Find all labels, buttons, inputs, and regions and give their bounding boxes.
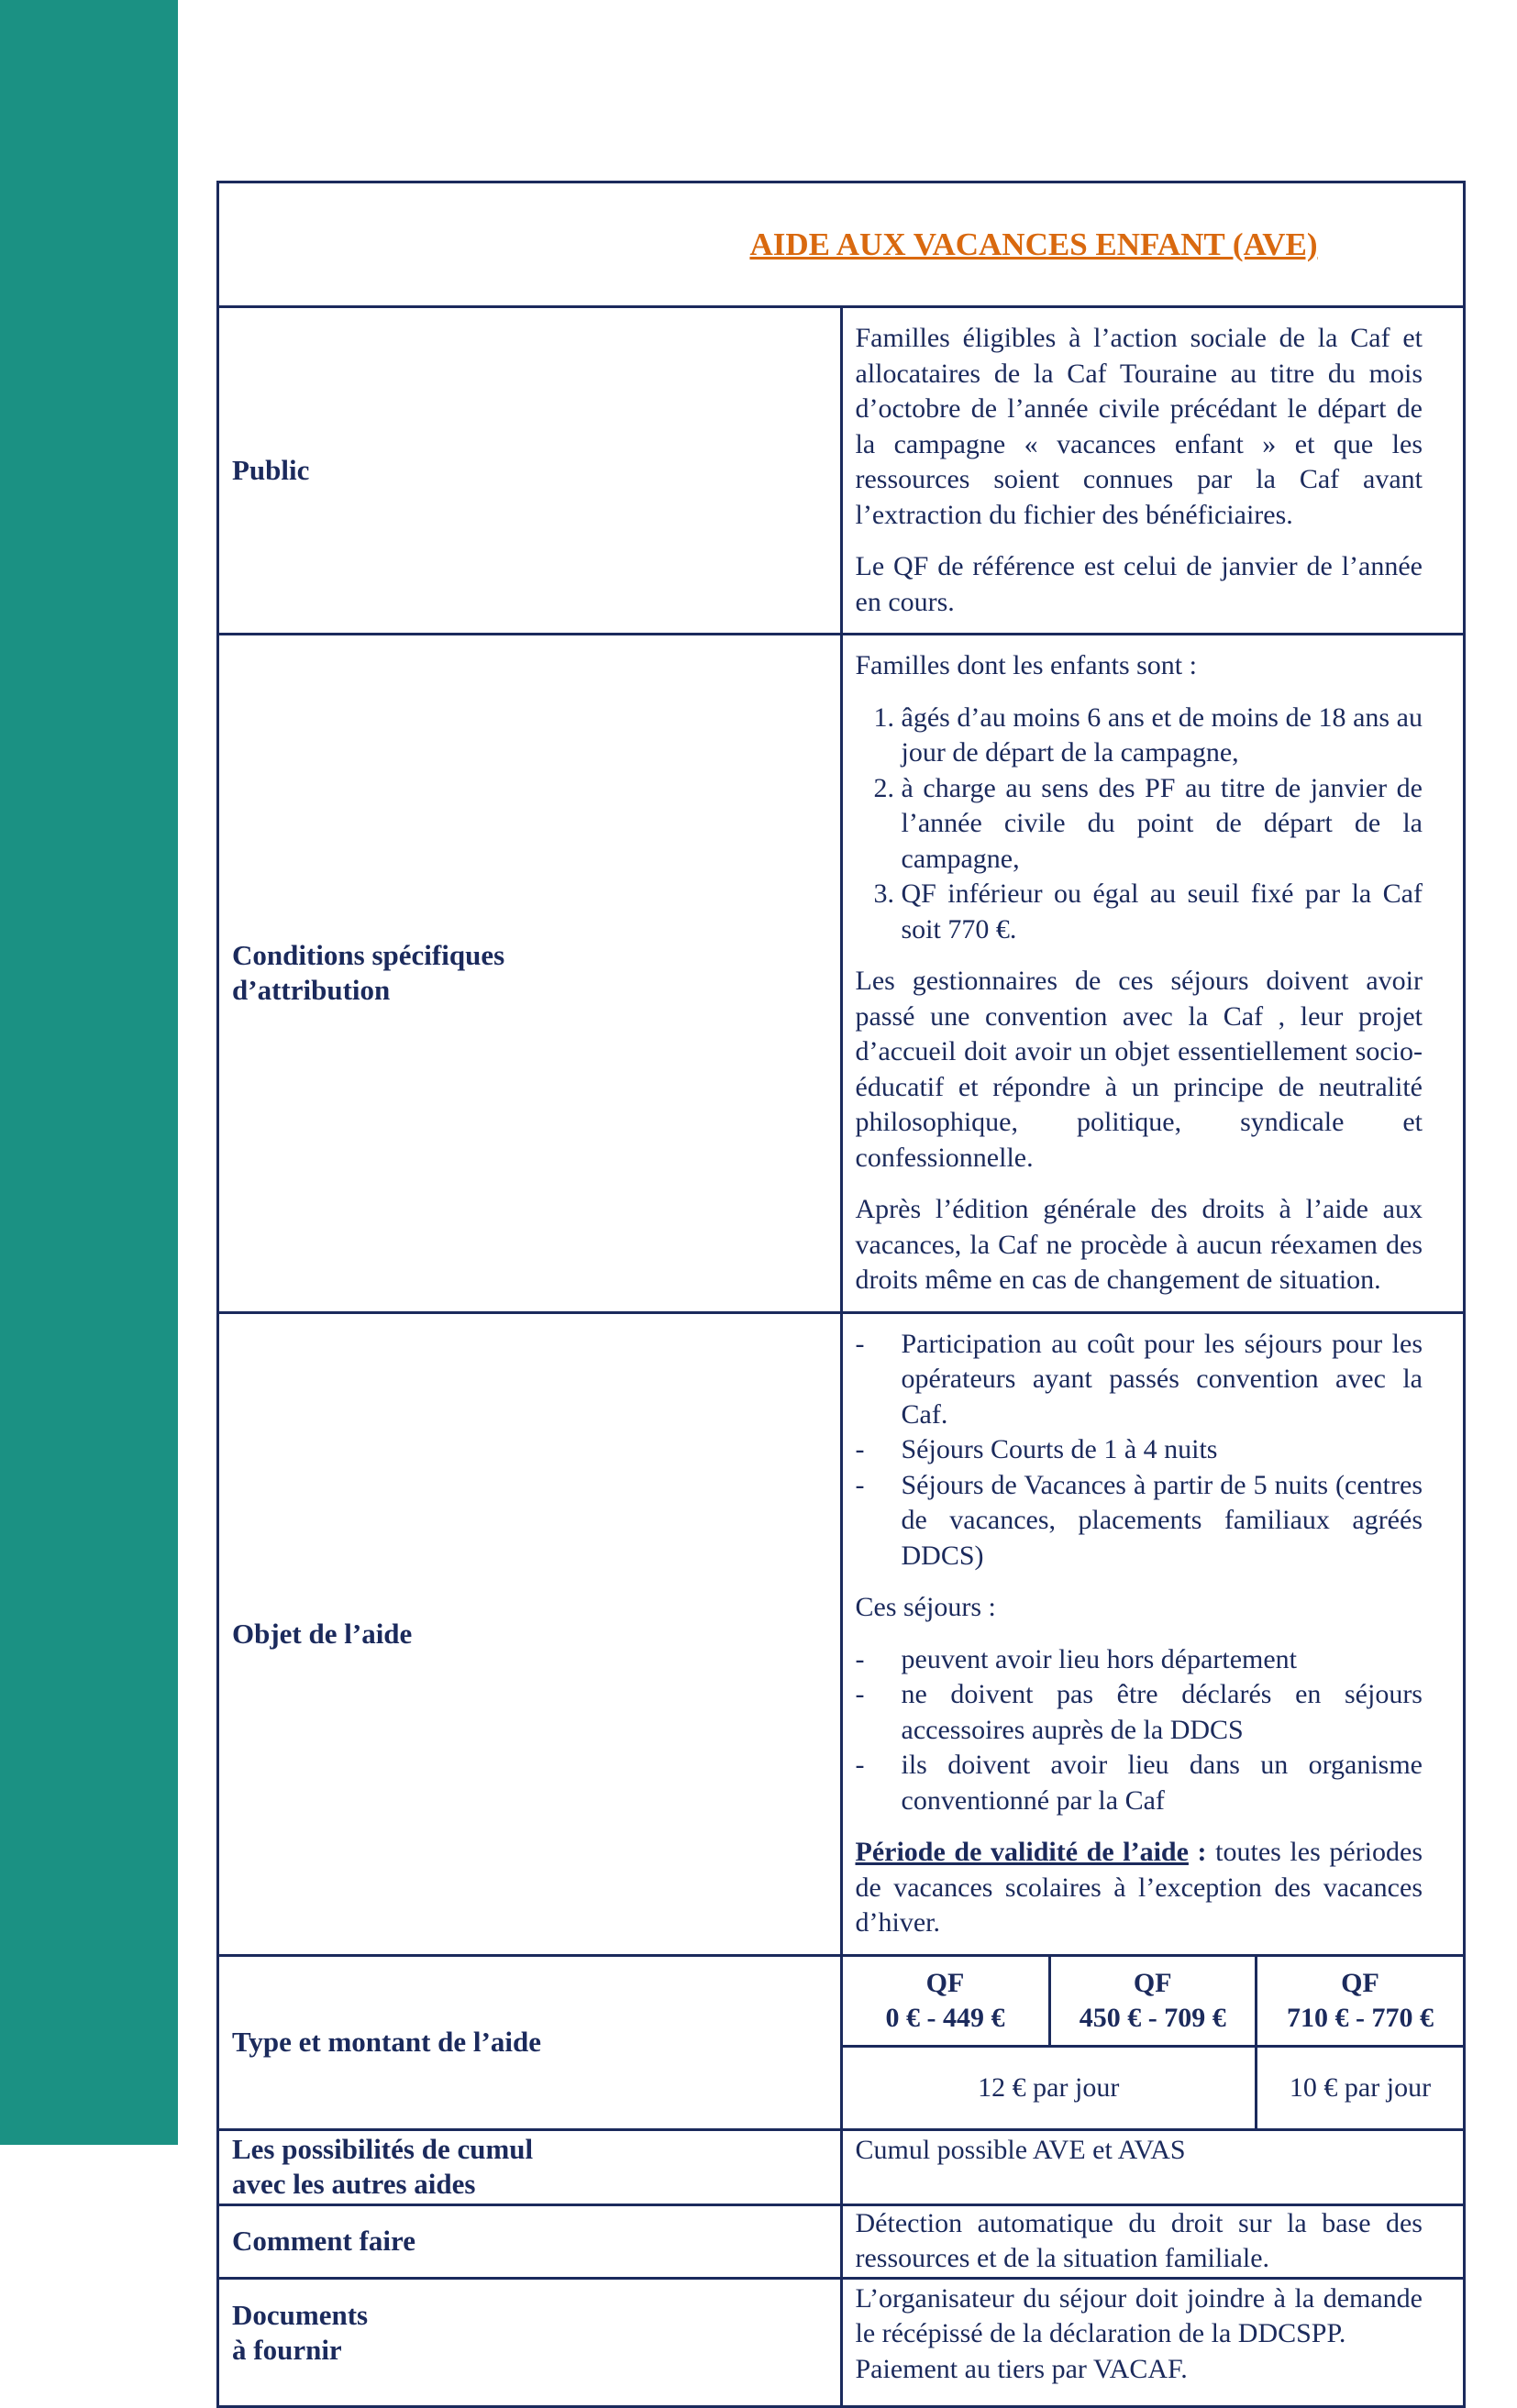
qf-grid bbox=[843, 1957, 1464, 2128]
label-cumul-line1: Les possibilités de cumul bbox=[232, 2133, 534, 2165]
qf-range: 450 € - 709 € bbox=[1079, 2002, 1226, 2033]
conditions-item: 3. QF inférieur ou égal au seuil fixé par la Caf soit 770 €. bbox=[902, 877, 1423, 947]
conditions-paragraph-1: Les gestionnaires de ces séjours doivent avoir passé une convention avec la Caf , leur projet d’accueil doit avoir un objet essentiellement socio-éducatif et répondre à un principe de neutralité philosophique, politique, syndicale et confessionnelle. bbox=[855, 966, 1423, 1173]
list-item-text: ils doivent avoir lieu dans un organisme conventionné par la Caf bbox=[901, 1750, 1423, 1816]
row-documents bbox=[218, 2278, 1465, 2406]
conditions-paragraph-2: Après l’édition générale des droits à l’aide aux vacances, la Caf ne procède à aucun réexamen des droits même en cas de changement de situation. bbox=[855, 1194, 1423, 1295]
period-separator: : bbox=[1188, 1837, 1216, 1867]
list-item-text: Séjours Courts de 1 à 4 nuits bbox=[901, 1434, 1218, 1464]
conditions-item: 2. à charge au sens des PF au titre de janvier de l’année civile du point de départ de la campagne, bbox=[902, 771, 1423, 878]
content-public bbox=[841, 307, 1465, 635]
label-comment: Comment faire bbox=[218, 2204, 842, 2278]
content-comment bbox=[841, 2204, 1465, 2278]
public-paragraph-1: Familles éligibles à l’action sociale de la Caf et allocataires de la Caf Touraine au titre du mois d’octobre de l’année civile précédant le départ de la campagne « vacances enfant » et que les ressources soient connues par la Caf avant l’extraction du fichier des bénéficiaires. bbox=[855, 323, 1423, 530]
label-documents-line2: à fournir bbox=[232, 2333, 342, 2366]
list-item: - ils doivent avoir lieu dans un organisme conventionné par la Caf bbox=[855, 1750, 1423, 1816]
label-type: Type et montant de l’aide bbox=[218, 1955, 842, 2129]
amount-high: 10 € par jour bbox=[1257, 2046, 1464, 2128]
title-row bbox=[218, 182, 1465, 307]
label-public: Public bbox=[218, 307, 842, 635]
qf-column-1 bbox=[843, 1957, 1050, 2047]
period-paragraph bbox=[856, 1835, 1423, 1941]
label-conditions bbox=[218, 635, 842, 1313]
conditions-intro: Familles dont les enfants sont : bbox=[855, 650, 1197, 680]
sejours-intro: Ces séjours : bbox=[855, 1592, 996, 1622]
list-item-text: Séjours de Vacances à partir de 5 nuits (centres de vacances, placements familiaux agréés DDCS) bbox=[901, 1469, 1423, 1571]
list-item: - Séjours Courts de 1 à 4 nuits bbox=[855, 1434, 1218, 1464]
qf-label: QF bbox=[925, 1967, 965, 1998]
row-cumul bbox=[218, 2129, 1465, 2204]
qf-amount-row bbox=[843, 2046, 1464, 2128]
qf-range: 0 € - 449 € bbox=[885, 2002, 1005, 2033]
side-band bbox=[0, 0, 178, 2145]
public-paragraph-2: Le QF de référence est celui de janvier de l’année en cours. bbox=[855, 551, 1423, 617]
list-item-text: peuvent avoir lieu hors département bbox=[901, 1643, 1298, 1674]
qf-range: 710 € - 770 € bbox=[1287, 2002, 1434, 2033]
aid-table bbox=[216, 181, 1466, 2408]
conditions-list bbox=[856, 701, 1423, 948]
documents-text-1: L’organisateur du séjour doit joindre à la demande le récépissé de la déclaration de la DDCSPP. bbox=[855, 2282, 1423, 2348]
amount-low: 12 € par jour bbox=[978, 2071, 1120, 2103]
period-label: Période de validité de l’aide bbox=[855, 1837, 1189, 1867]
comment-text: Détection automatique du droit sur la base des ressources et de la situation familiale. bbox=[855, 2207, 1423, 2273]
label-conditions-line2: d’attribution bbox=[232, 974, 391, 1007]
qf-column-3 bbox=[1257, 1957, 1464, 2047]
content-conditions bbox=[841, 635, 1465, 1313]
cumul-text: Cumul possible AVE et AVAS bbox=[855, 2134, 1186, 2165]
row-objet bbox=[218, 1312, 1465, 1955]
period-text: toutes les périodes de vacances scolaires à l’exception des vacances d’hiver. bbox=[855, 1837, 1423, 1938]
objet-list-1 bbox=[856, 1327, 1423, 1574]
label-cumul bbox=[218, 2129, 842, 2204]
list-item: - ne doivent pas être déclarés en séjours accessoires auprès de la DDCS bbox=[855, 1679, 1423, 1745]
document-title: AIDE AUX VACANCES ENFANT (AVE) bbox=[218, 182, 1465, 307]
list-item-text: Participation au coût pour les séjours pour les opérateurs ayant passés convention avec la Caf. bbox=[901, 1328, 1423, 1430]
conditions-item: 1. âgés d’au moins 6 ans et de moins de 18 ans au jour de départ de la campagne, bbox=[902, 701, 1423, 771]
qf-label: QF bbox=[1341, 1967, 1379, 1998]
qf-header-row bbox=[843, 1957, 1464, 2047]
objet-list-2 bbox=[856, 1642, 1423, 1819]
content-type bbox=[841, 1955, 1465, 2129]
list-item-text: ne doivent pas être déclarés en séjours accessoires auprès de la DDCS bbox=[901, 1679, 1423, 1745]
documents-text-2: Paiement au tiers par VACAF. bbox=[855, 2353, 1188, 2384]
qf-column-2 bbox=[1049, 1957, 1257, 2047]
content-cumul bbox=[841, 2129, 1465, 2204]
row-type bbox=[218, 1955, 1465, 2129]
list-item: - Participation au coût pour les séjours pour les opérateurs ayant passés convention avec la Caf. bbox=[855, 1328, 1423, 1430]
qf-label: QF bbox=[1133, 1967, 1172, 1998]
content-documents bbox=[841, 2278, 1465, 2406]
list-item: - Séjours de Vacances à partir de 5 nuits (centres de vacances, placements familiaux agréés DDCS) bbox=[855, 1469, 1423, 1571]
label-documents bbox=[218, 2278, 842, 2406]
label-conditions-line1: Conditions spécifiques bbox=[232, 939, 505, 972]
content-objet bbox=[841, 1312, 1465, 1955]
label-objet: Objet de l’aide bbox=[218, 1312, 842, 1955]
row-public bbox=[218, 307, 1465, 635]
label-cumul-line2: avec les autres aides bbox=[232, 2168, 476, 2200]
row-comment bbox=[218, 2204, 1465, 2278]
list-item: - peuvent avoir lieu hors département bbox=[855, 1643, 1298, 1674]
label-documents-line1: Documents bbox=[232, 2298, 369, 2331]
row-conditions bbox=[218, 635, 1465, 1313]
